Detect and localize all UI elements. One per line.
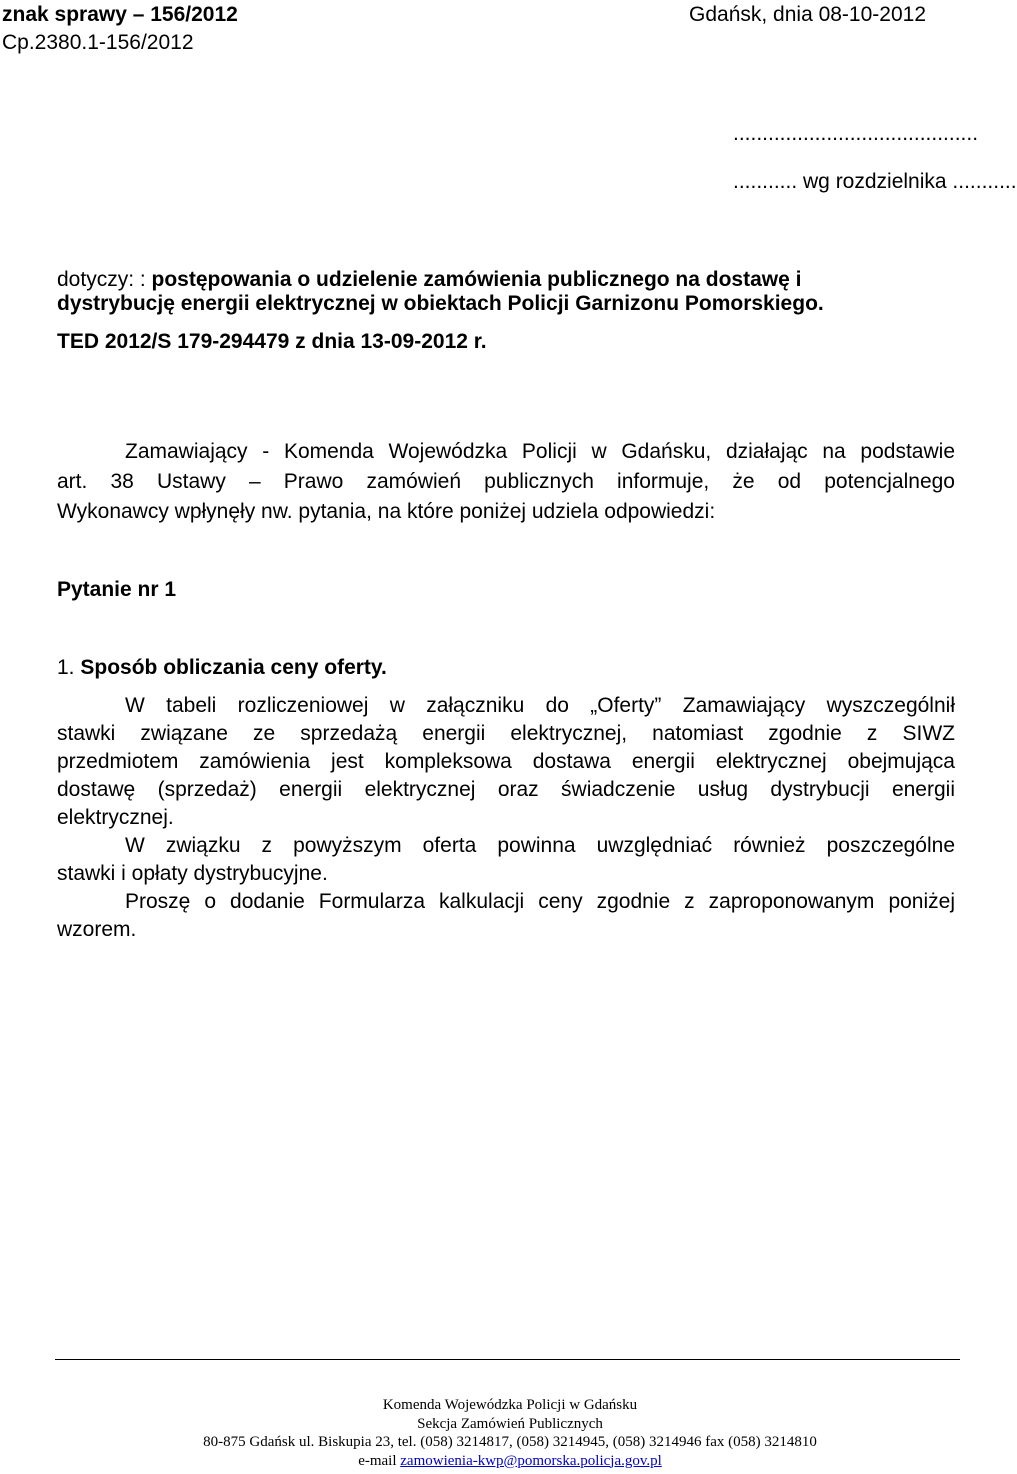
- body-line: dostawę (sprzedaż) energii elektrycznej oraz świadczenie usług dystrybucji energii: [57, 778, 955, 801]
- footer-email-link[interactable]: zamowienia-kwp@pomorska.policja.gov.pl: [400, 1452, 662, 1469]
- body-line: przedmiotem zamówienia jest kompleksowa dostawa energii elektrycznej obejmująca: [57, 750, 955, 773]
- question-heading: Pytanie nr 1: [57, 578, 177, 601]
- body-line: stawki i opłaty dystrybucyjne.: [57, 862, 328, 885]
- question-item-title: [57, 654, 387, 682]
- city-date: Gdańsk, dnia 08-10-2012: [689, 3, 926, 26]
- intro-line: Wykonawcy wpłynęły nw. pytania, na które poniżej udziela odpowiedzi:: [57, 500, 716, 523]
- addressee-line: ........... wg rozdzielnika ...........: [733, 170, 1017, 193]
- body-line: elektrycznej.: [57, 806, 174, 829]
- footer-divider: [55, 1359, 960, 1360]
- footer-section: Sekcja Zamówień Publicznych: [417, 1415, 603, 1432]
- intro-line: art. 38 Ustawy – Prawo zamówień publicznych informuje, że od potencjalnego: [57, 470, 955, 493]
- subject-line-2: dystrybucję energii elektrycznej w obiektach Policji Garnizonu Pomorskiego.: [57, 292, 824, 315]
- question-body: [57, 692, 955, 944]
- body-line: wzorem.: [57, 918, 137, 941]
- footer-email-label: e-mail: [358, 1452, 401, 1469]
- body-line: Proszę o dodanie Formularza kalkulacji ceny zgodnie z zaproponowanym poniżej: [125, 890, 955, 913]
- addressee-dots: ..........................................: [733, 122, 979, 145]
- case-reference: Cp.2380.1-156/2012: [2, 31, 194, 54]
- subject-text-1: postępowania o udzielenie zamówienia publicznego na dostawę i: [151, 268, 802, 291]
- item-number: 1.: [57, 656, 75, 679]
- footer-org: Komenda Wojewódzka Policji w Gdańsku: [382, 1397, 638, 1413]
- intro-line: Zamawiający - Komenda Wojewódzka Policji w Gdańsku, działając na podstawie: [125, 440, 955, 463]
- case-number: znak sprawy – 156/2012: [2, 3, 238, 26]
- ted-reference: TED 2012/S 179-294479 z dnia 13-09-2012 r.: [57, 330, 487, 353]
- footer-address: 80-875 Gdańsk ul. Biskupia 23, tel. (058) 3214817, (058) 3214945, (058) 3214946 fax (058) 3214810: [203, 1434, 817, 1450]
- footer-email-line: [160, 1452, 860, 1471]
- body-line: W związku z powyższym oferta powinna uwzględniać również poszczególne: [125, 834, 955, 857]
- subject-prefix: dotyczy: :: [57, 268, 152, 291]
- footer: [160, 1396, 860, 1470]
- body-line: stawki związane ze sprzedażą energii elektrycznej, natomiast zgodnie z SIWZ: [57, 722, 955, 745]
- body-line: W tabeli rozliczeniowej w załączniku do „Oferty” Zamawiający wyszczególnił: [125, 694, 955, 717]
- intro-paragraph: [57, 437, 955, 527]
- item-title-text: Sposób obliczania ceny oferty.: [80, 656, 387, 679]
